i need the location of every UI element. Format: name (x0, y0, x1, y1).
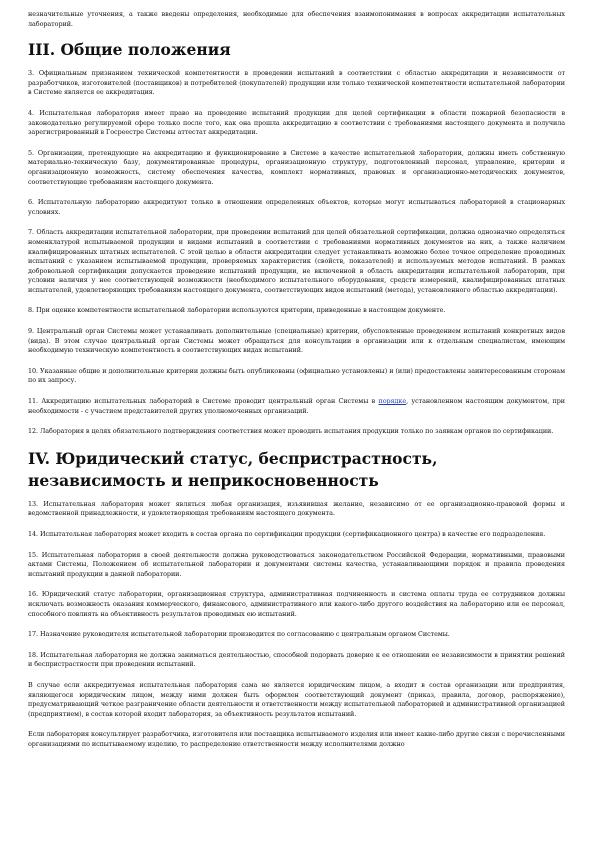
paragraph-3: 3. Официальным признанием технической компетентности в проведении испытаний в соответствии с областью аккредитации и независимости от разработчиков, изготовителей (поставщиков) и потребителей (покупателей) продукции или только технической компетентности испытательной лаборатории в Системе является ее аккредитация. (28, 69, 565, 97)
paragraph-16: 16. Юридический статус лаборатории, организационная структура, административная подчиненность и система оплаты труда ее сотрудников должны исключать возможность оказания коммерческого, финансового, административного или какого-либо другого воздействия на лабораторию или ее персонал, способного повлиять на объективность результатов проводимых ею испытаний. (28, 590, 565, 618)
paragraph-15: 15. Испытательная лаборатория в своей деятельности должна руководствоваться законодательством Российской Федерации, нормативными, правовыми актами Системы, Положением об испытательной лаборатории и документами системы качества, устанавливающими порядок и правила проведения испытаний продукции в данной лаборатории. (28, 550, 565, 578)
paragraph-8: 8. При оценке компетентности испытательной лаборатории используются критерии, приведенные в настоящем документе. (28, 306, 446, 315)
paragraph-11-end: , установленном настоящим документом, при необходимости - с участием представителей других уполномоченных организаций. (28, 397, 565, 415)
paragraph-18: 18. Испытательная лаборатория не должна заниматься деятельностью, способной подорвать доверие к ее отношении ее независимости в принятии решений и беспристрастности при проведении испытаний. (28, 650, 565, 669)
paragraph-13: 13. Испытательная лаборатория может являться любая организация, изъявившая желание, независимо от ее организационно-правовой формы и ведомственной принадлежности, и удовлетворяющая требованиям настоящего документа. (28, 499, 565, 518)
paragraph-11-start: 11. Аккредитацию испытательных лабораторий в Системе проводит центральный орган Системы в (28, 397, 379, 406)
paragraph-12: 12. Лаборатория в целях обязательного подтверждения соответствия может проводить испытания продукции только по заявкам органов по сертификации. (28, 427, 554, 436)
paragraph-4: 4. Испытательная лаборатория имеет право на проведение испытаний продукции для целей сертификации в области пожарной безопасности в законодательно регулируемой сфере только после того, как она прошла аккредитацию в соответствии с требованиями настоящего документа и получила зарегистрированный в Госреестре Системы аттестат аккредитации. (28, 108, 565, 137)
paragraph-14: 14. Испытательная лаборатория может входить в состав органа по сертификации продукции (сертификационного центра) в качестве его подразделения. (28, 530, 546, 538)
paragraph-10: 10. Указанные общие и дополнительные критерии должны быть опубликованы (официально установлены) и (или) предоставлены заинтересованным сторонам по их запросу. (28, 366, 565, 385)
paragraph-17: 17. Назначение руководителя испытательной лаборатории производится по согласованию с центральным органом Системы. (28, 630, 450, 639)
paragraph-6: 6. Испытательную лабораторию аккредитуют только в отношении определенных объектов, которые могут испытываться лабораторией в стационарных условиях. (28, 198, 565, 216)
paragraph-7: 7. Область аккредитации испытательной лаборатории, при проведении испытаний для целей обязательной сертификации, должна однозначно определяться номенклатурой испытываемой продукции и видами испытаний в соответствии с требованиями нормативных документов на них, а также наличием квалифицированных штатных испытателей. С этой целью в области аккредитации следует устанавливать возможно более точное определение проводимых испытаний с указанием испытываемой продукции, проверяемых характеристик (свойств, показателей) и используемых методов испытаний. В рамках добровольной сертификации допускается проведение испытаний продукции, не включенной в область аккредитации испытательной лаборатории, при условии наличия у нее соответствующей возможности (необходимого испытательного оборудования, средств измерений, квалифицированных штатных испытателей, удовлетворяющих требованиям настоящего документа, соответствующих видов испытаний (метода), установленного областью аккредитации). (28, 228, 565, 294)
paragraph-20: Если лаборатория консультирует разработчика, изготовителя или поставщика испытываемого изделия или имеет какие-либо другие связи с перечисленными организациями по испытываемому изделию, то распределение ответственности между исполнителями должно (28, 730, 565, 748)
paragraph-5: 5. Организации, претендующие на аккредитацию и функционирование в Системе в качестве испытательной лаборатории, должны иметь собственную материально-техническую базу, документированные процедуры, организационную структуру, подготовленный персонал, управление, критерии и организационную возможность, систему обеспечения качества, комплект нормативных, правовых и организационно-методических документов, соответствующие требованиям настоящего документа. (28, 148, 565, 186)
paragraph-11 (28, 397, 565, 416)
order-link[interactable]: порядке (378, 397, 407, 406)
section-4-heading: IV. Юридический статус, беспристрастность, независимость и неприкосновенность (28, 448, 438, 490)
intro-paragraph: незначительные уточнения, а также введены определения, необходимые для обеспечения взаимопонимания в вопросах аккредитации испытательных лабораторий. (28, 10, 565, 28)
paragraph-19: В случае если аккредитуемая испытательная лаборатория сама не является юридическим лицом, а входит в состав организации или предприятия, являющегося юридическим лицом, между ними должен быть оформлен соответствующий документ (приказ, правила, договор, распоряжение), предусматривающий четкое разграничение области деятельности и ответственности между испытательной лабораторией и административной организацией (предприятием), в состав которой входит лаборатория, за объективность результатов испытаний. (28, 680, 565, 718)
paragraph-9: 9. Центральный орган Системы может устанавливать дополнительные (специальные) критерии, обусловленные проведением испытаний конкретных видов (вида). В этом случае центральный орган Системы может обращаться для консультации в организации или к отдельным специалистам, имеющим необходимую техническую компетентность в соответствующих видах испытаний. (28, 327, 565, 355)
document-page (28, 10, 565, 761)
section-3-heading: III. Общие положения (28, 40, 231, 60)
